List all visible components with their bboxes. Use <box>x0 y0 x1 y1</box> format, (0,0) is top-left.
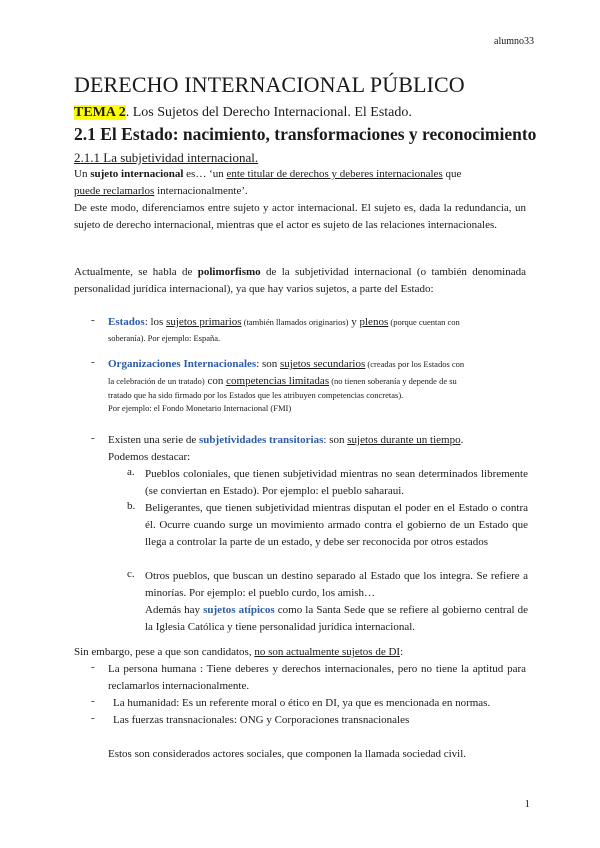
sub-item-b: Beligerantes, que tienen subjetividad mientras disputan el poder en el Estado o contra él. Ocurre cuando surge un movimiento armado contra el gobierno de un Estado que llega a controlar la parte de un estado, y debe ser reconocida por otros estados <box>145 502 528 548</box>
bullet-dash: - <box>91 314 95 326</box>
sin-embargo-line: Sin embargo, pese a que son candidatos, no son actualmente sujetos de DI: <box>74 646 404 658</box>
orgs-line-3: tratado que ha sido firmado por los Estados que les atribuyen competencias concretas). <box>108 390 404 400</box>
estados-line-2: soberanía). Por ejemplo: España. <box>108 333 221 343</box>
document-title: DERECHO INTERNACIONAL PÚBLICO <box>74 72 465 97</box>
candidate-humanidad: La humanidad: Es un referente moral o ético en DI, ya que es mencionada en normas. <box>113 697 491 709</box>
bullet-dash: - <box>91 661 95 673</box>
intro-line-2: puede reclamarlos internacionalmente’. <box>74 185 248 197</box>
orgs-line-1: Organizaciones Internacionales: son sujetos secundarios (creadas por los Estados con <box>108 358 465 370</box>
intro-paragraph: De este modo, diferenciamos entre sujeto y actor internacional. El sujeto es, dada la redundancia, un sujeto de derecho internacional, mientras que el actor es sujeto de las relaciones internacionales. <box>74 202 526 231</box>
sub-item-c: Otros pueblos, que buscan un destino separado al Estado que los integra. Se refiere a minorías. Por ejemplo: el pueblo curdo, los amish… <box>145 570 528 599</box>
polimorfismo-paragraph: Actualmente, se habla de polimorfismo de la subjetividad internacional (o también denominada personalidad jurídica internacional), ya que hay varios sujetos, a parte del Estado: <box>74 266 526 295</box>
sub-item-number: a. <box>127 466 135 478</box>
intro-line-1: Un sujeto internacional es… ‘un ente titular de derechos y deberes internacionales que <box>74 168 462 180</box>
page-number: 1 <box>524 798 530 810</box>
subsection-heading: 2.1.1 La subjetividad internacional. <box>74 150 259 165</box>
header-username: alumno33 <box>494 36 534 47</box>
sub-item-number: c. <box>127 568 135 580</box>
atipicos-paragraph: Además hay sujetos atípicos como la Santa Sede que se refiere al gobierno central de la Iglesia Católica y tiene personalidad jurídica internacional. <box>145 604 528 633</box>
candidate-persona-humana: La persona humana : Tiene deberes y derechos internacionales, pero no tiene la aptitud para reclamarlos internacionalmente. <box>108 663 526 692</box>
candidate-fuerzas-transnacionales: Las fuerzas transnacionales: ONG y Corporaciones transnacionales <box>113 714 410 726</box>
tema-text: . Los Sujetos del Derecho Internacional. El Estado. <box>125 105 412 120</box>
bullet-dash: - <box>91 695 95 707</box>
transitorias-line-2: Podemos destacar: <box>108 451 191 463</box>
tema-heading <box>74 105 412 121</box>
orgs-line-4: Por ejemplo: el Fondo Monetario Internacional (FMI) <box>108 403 292 413</box>
estados-line-1: Estados: los sujetos primarios (también llamados originarios) y plenos (porque cuentan con <box>108 316 460 328</box>
tema-label: TEMA 2 <box>74 105 126 120</box>
actores-sociales-line: Estos son considerados actores sociales, que componen la llamada sociedad civil. <box>108 748 467 760</box>
orgs-line-2: la celebración de un tratado) con competencias limitadas (no tienen soberanía y depende de su <box>108 375 457 387</box>
transitorias-line-1: Existen una serie de subjetividades transitorias: son sujetos durante un tiempo. <box>108 434 464 446</box>
bullet-dash: - <box>91 712 95 724</box>
bullet-dash: - <box>91 356 95 368</box>
section-heading: 2.1 El Estado: nacimiento, transformaciones y reconocimiento <box>74 124 537 144</box>
sub-item-number: b. <box>127 500 136 512</box>
sub-item-a: Pueblos coloniales, que tienen subjetividad mientras no sean determinados libremente (se conviertan en Estado). Por ejemplo: el pueblo saharaui. <box>145 468 528 497</box>
bullet-dash: - <box>91 432 95 444</box>
